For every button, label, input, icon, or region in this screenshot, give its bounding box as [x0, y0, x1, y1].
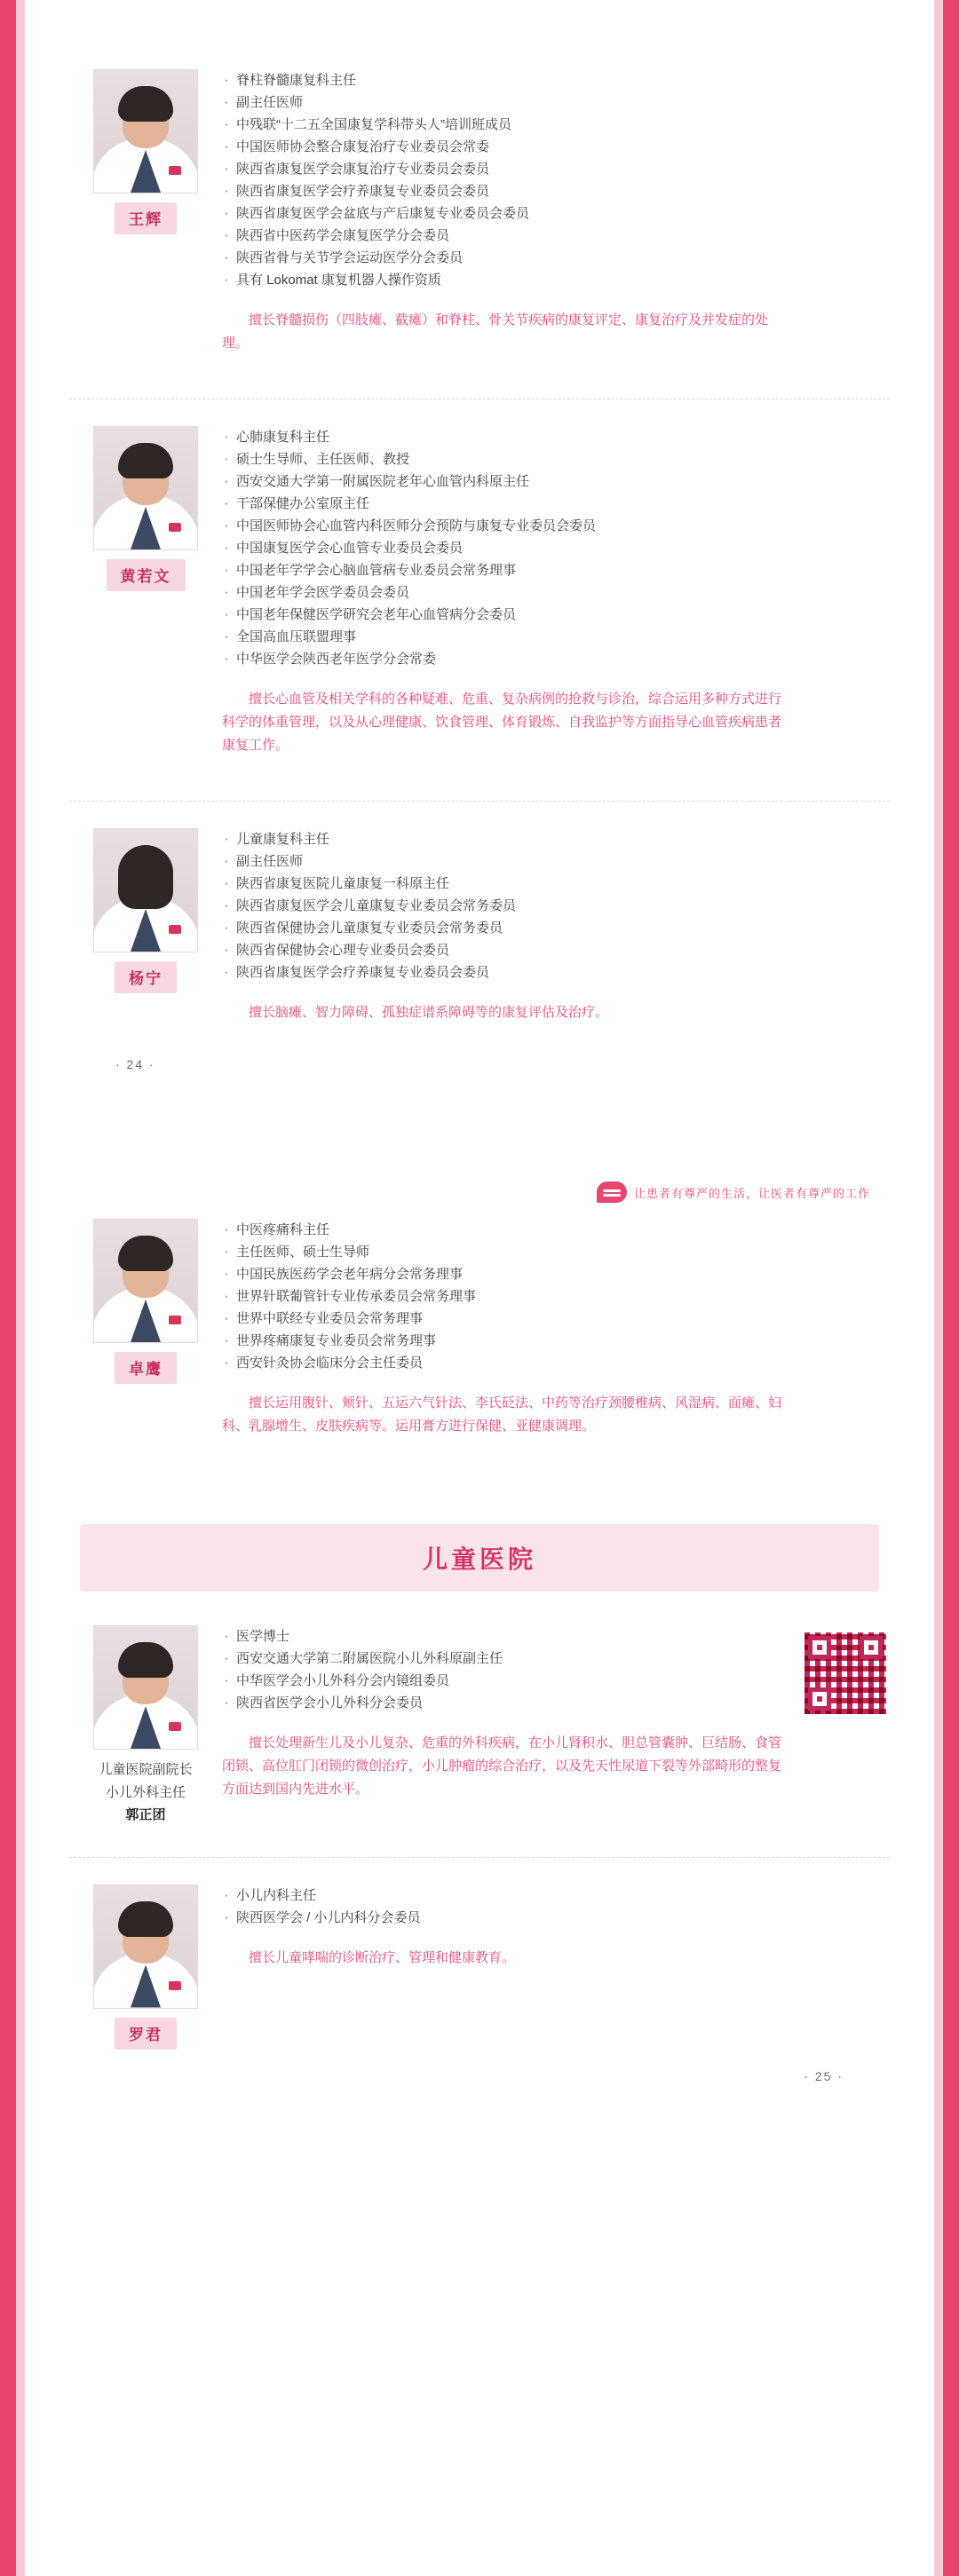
- list-item: · 副主任医师: [222, 850, 888, 873]
- left-rail-decoration: [0, 0, 16, 2576]
- list-item: · 陕西省中医药学会康复医学分会委员: [222, 225, 888, 247]
- doctor-portrait: [93, 426, 198, 550]
- doctor-name-tag: 罗君: [115, 2018, 177, 2050]
- list-item: · 中华医学会小儿外科分会内镜组委员: [222, 1670, 888, 1692]
- list-item: · 陕西省康复医学会疗养康复专业委员会委员: [222, 180, 888, 202]
- list-item: · 中华医学会陕西老年医学分会常委: [222, 648, 888, 670]
- doctor-title-list: [222, 1885, 888, 1929]
- list-item: · 中残联“十二五全国康复学科带头人”培训班成员: [222, 114, 888, 136]
- right-rail-decoration: [943, 0, 959, 2576]
- list-item: · 西安交通大学第一附属医院老年心血管内科原主任: [222, 470, 888, 493]
- page-number-right: · 25 ·: [804, 2068, 844, 2083]
- doctor-entry: [53, 1203, 906, 1471]
- list-item: · 西安针灸协会临床分会主任委员: [222, 1352, 888, 1374]
- list-item: · 中国医师协会整合康复治疗专业委员会常委: [222, 136, 888, 158]
- doctor-name-tag: 卓鹰: [115, 1352, 177, 1384]
- doctor-title-list: [222, 1219, 888, 1374]
- list-item: · 西安交通大学第二附属医院小儿外科原副主任: [222, 1648, 888, 1670]
- doctor-portrait: [93, 1885, 198, 2009]
- doctor-photo-column: [53, 426, 222, 591]
- list-item: · 陕西省保健协会心理专业委员会委员: [222, 939, 888, 961]
- list-item: · 陕西省康复医院儿童康复一科原主任: [222, 873, 888, 895]
- doctor-entry: [53, 410, 906, 790]
- coat-badge-icon: [169, 1722, 181, 1731]
- list-item: · 中国医师协会心血管内科医师分会预防与康复专业委员会委员: [222, 515, 888, 537]
- list-item: · 中国老年学学会心脑血管病专业委员会常务理事: [222, 559, 888, 581]
- speech-bubble-icon: [597, 1181, 627, 1203]
- list-item: · 主任医师、硕士生导师: [222, 1241, 888, 1263]
- list-item: · 陕西省康复医学会儿童康复专业委员会常务委员: [222, 895, 888, 917]
- doctor-title-list: [222, 1625, 888, 1714]
- list-item: · 中国老年学会医学委员会委员: [222, 581, 888, 604]
- doctor-portrait: [93, 828, 198, 952]
- coat-badge-icon: [169, 523, 181, 532]
- list-item: · 中医疼痛科主任: [222, 1219, 888, 1241]
- caption-line: 小儿外科主任: [105, 1784, 186, 1800]
- doctor-name-caption: [99, 1758, 192, 1827]
- doctor-portrait: [93, 1219, 198, 1343]
- list-item: · 中国老年保健医学研究会老年心血管病分会委员: [222, 604, 888, 626]
- list-item: · 儿童康复科主任: [222, 828, 888, 850]
- coat-badge-icon: [169, 1981, 181, 1990]
- section-banner: [80, 1524, 879, 1592]
- doctor-entry: [53, 53, 906, 388]
- list-item: · 具有 Lokomat 康复机器人操作资质: [222, 269, 888, 291]
- entry-divider: [69, 1857, 890, 1858]
- doctor-specialty: 擅长脊髓损伤（四肢瘫、截瘫）和脊柱、骨关节疾病的康复评定、康复治疗及并发症的处理。: [222, 312, 769, 351]
- doctor-details: [222, 426, 906, 770]
- coat-badge-icon: [169, 1316, 181, 1324]
- doctor-portrait: [93, 69, 198, 194]
- caption-line: 儿童医院副院长: [99, 1762, 193, 1777]
- doctor-entry: [53, 1609, 906, 1846]
- section-title: 儿童医院: [422, 1545, 536, 1573]
- doctor-details: [222, 1885, 906, 1983]
- doctor-title-list: [222, 426, 888, 670]
- list-item: · 心肺康复科主任: [222, 426, 888, 448]
- list-item: · 中国民族医药学会老年病分会常务理事: [222, 1263, 888, 1285]
- list-item: · 陕西省康复医学会康复治疗专业委员会委员: [222, 158, 888, 180]
- doctor-specialty: 擅长运用腹针、颊针、五运六气针法、李氏砭法、中药等治疗颈腰椎病、风湿病、面瘫、妇科、乳腺增生、皮肤疾病等。运用膏方进行保健、亚健康调理。: [222, 1395, 782, 1434]
- list-item: · 硕士生导师、主任医师、教授: [222, 448, 888, 470]
- doctor-name-tag: 王辉: [115, 202, 177, 234]
- doctor-name-tag: 黄若文: [107, 559, 186, 591]
- doctor-specialty: 擅长儿童哮喘的诊断治疗、管理和健康教育。: [249, 1949, 516, 1965]
- right-rail-inner-decoration: [934, 0, 943, 2576]
- doctor-specialty: 擅长脑瘫、智力障碍、孤独症谱系障碍等的康复评估及治疗。: [249, 1005, 609, 1020]
- doctor-title-list: [222, 828, 888, 984]
- list-item: · 脊柱脊髓康复科主任: [222, 69, 888, 91]
- doctor-photo-column: [53, 1219, 222, 1384]
- doctor-photo-column: [53, 828, 222, 993]
- doctor-portrait: [93, 1625, 198, 1750]
- doctor-details: [222, 1625, 906, 1814]
- list-item: · 陕西省康复医学会疗养康复专业委员会委员: [222, 961, 888, 984]
- list-item: · 中国康复医学会心血管专业委员会委员: [222, 537, 888, 559]
- doctor-name-tag: 杨宁: [115, 961, 177, 993]
- doctor-name: 郭正团: [125, 1807, 166, 1822]
- list-item: · 世界疼痛康复专业委员会常务理事: [222, 1330, 888, 1352]
- list-item: · 副主任医师: [222, 91, 888, 114]
- page-content: [53, 0, 906, 2122]
- doctor-details: [222, 1219, 906, 1451]
- list-item: · 陕西省骨与关节学会运动医学分会委员: [222, 247, 888, 269]
- list-item: · 干部保健办公室原主任: [222, 493, 888, 515]
- list-item: · 陕西省康复医学会盆底与产后康复专业委员会委员: [222, 202, 888, 225]
- slogan-bar: [53, 1181, 870, 1203]
- doctor-entry: [53, 1869, 906, 2069]
- list-item: · 全国高血压联盟理事: [222, 626, 888, 648]
- doctor-specialty: 擅长处理新生儿及小儿复杂、危重的外科疾病，在小儿肾积水、胆总管囊肿、巨结肠、食管闭锁、高位肛门闭锁的微创治疗，小儿肿瘤的综合治疗，以及先天性尿道下裂等外部畸形的整复方面达到国内先进水平。: [222, 1735, 782, 1797]
- list-item: · 陕西省保健协会儿童康复专业委员会常务委员: [222, 917, 888, 939]
- list-item: · 世界针联葡管针专业传承委员会常务理事: [222, 1285, 888, 1308]
- page-number-left: · 24 ·: [115, 1057, 155, 1071]
- doctor-photo-column: [53, 1885, 222, 2050]
- list-item: · 陕西省医学会小儿外科分会委员: [222, 1692, 888, 1714]
- list-item: · 世界中联经专业委员会常务理事: [222, 1308, 888, 1330]
- doctor-specialty: 擅长心血管及相关学科的各种疑难、危重、复杂病例的抢救与诊治，综合运用多种方式进行科学的体重管理，以及从心理健康、饮食管理、体育锻炼、自我监护等方面指导心血管疾病患者康复工作。: [222, 691, 782, 753]
- list-item: · 小儿内科主任: [222, 1885, 888, 1907]
- doctor-entry: [53, 812, 906, 1057]
- slogan-text: 让患者有尊严的生活，让医者有尊严的工作: [633, 1186, 870, 1200]
- doctor-title-list: [222, 69, 888, 291]
- doctor-photo-column: [53, 69, 222, 234]
- doctor-details: [222, 828, 906, 1038]
- list-item: · 陕西医学会 / 小儿内科分会委员: [222, 1907, 888, 1929]
- coat-badge-icon: [169, 166, 181, 175]
- doctor-photo-column: [53, 1625, 222, 1827]
- list-item: · 医学博士: [222, 1625, 888, 1648]
- coat-badge-icon: [169, 925, 181, 934]
- left-rail-inner-decoration: [16, 0, 25, 2576]
- doctor-details: [222, 69, 906, 368]
- entry-divider: [69, 801, 890, 802]
